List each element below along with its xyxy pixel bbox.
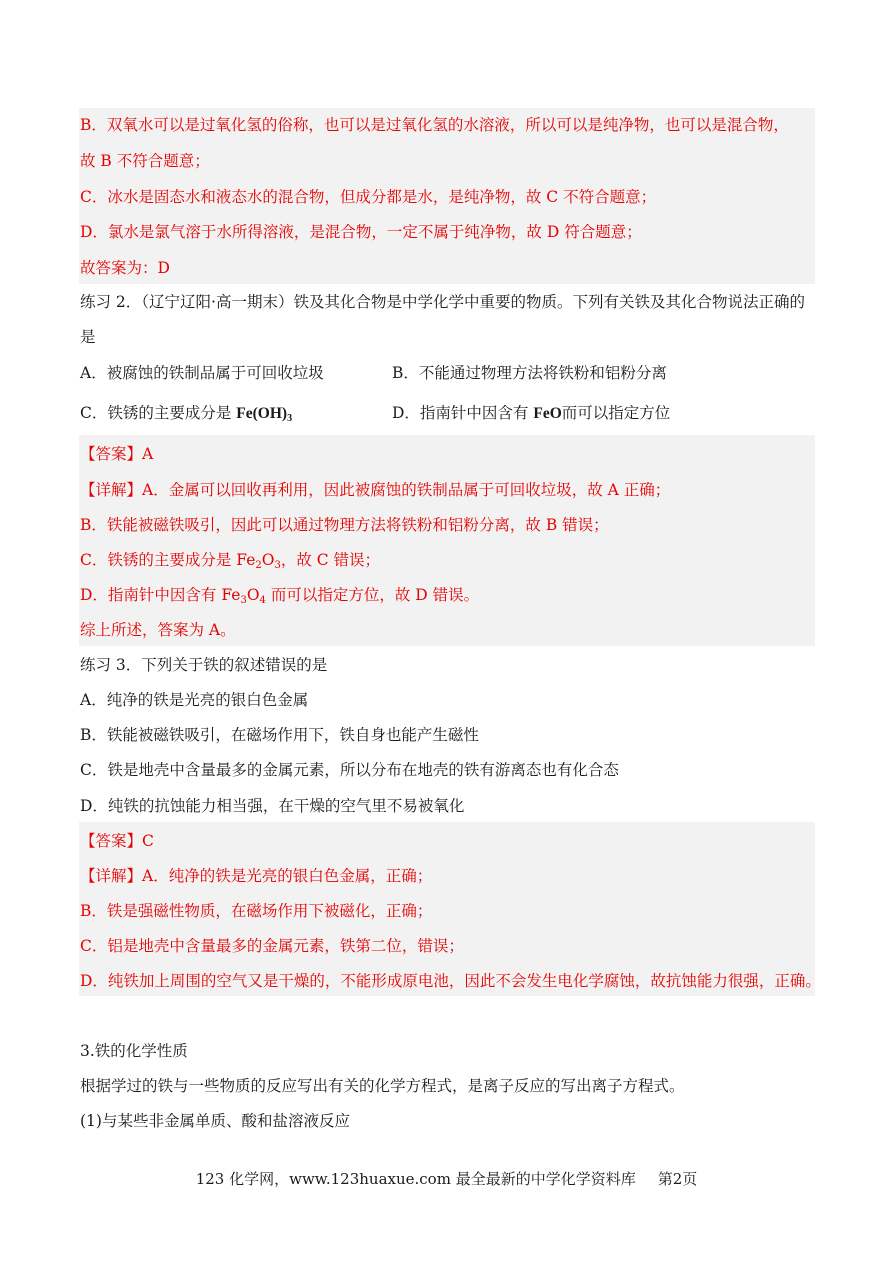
detail-c-mid: O [261, 551, 275, 569]
page-number: 第2页 [657, 1170, 698, 1188]
page-footer [0, 1168, 893, 1189]
exercise-2-option-a: A．被腐蚀的铁制品属于可回收垃圾 [80, 364, 324, 382]
exercise-3-option-b: B．铁能被磁铁吸引，在磁场作用下，铁自身也能产生磁性 [80, 726, 479, 744]
option-c-formula: Fe(OH) [236, 405, 288, 422]
option-c-text: C．铁锈的主要成分是 [80, 404, 237, 422]
exercise-3-option-c: C．铁是地壳中含量最多的金属元素，所以分布在地壳的铁有游离态也有化合态 [80, 761, 619, 779]
exercise-3-detail-d: D．纯铁加上周围的空气又是干燥的，不能形成原电池，因此不会发生电化学腐蚀，故抗蚀能力很强，正确。 [80, 972, 821, 990]
exercise-2-detail-a [80, 480, 670, 500]
exercise-3-detail-b: B．铁是强磁性物质，在磁场作用下被磁化，正确； [80, 902, 433, 920]
detail-d-sub1: 3 [240, 595, 247, 606]
detail-c-post: ，故 C 错误； [280, 551, 381, 569]
detail-a-text: A．纯净的铁是光亮的银白色金属，正确； [142, 867, 433, 885]
detail-c-sub1: 2 [255, 560, 262, 571]
detail-tag: 【详解】 [80, 867, 143, 885]
exercise-3-answer: 【答案】C [80, 832, 154, 850]
exercise-2-stem-line2: 是 [80, 328, 96, 346]
option-d-post: 而可以指定方位 [561, 404, 671, 422]
exercise-3-detail-a [80, 866, 432, 886]
detail-d-pre: D．指南针中因含有 Fe [80, 586, 241, 604]
exercise-2-detail-d [80, 585, 479, 605]
detail-d-post: 而可以指定方位，故 D 错误。 [265, 586, 480, 604]
section-3-intro: 根据学过的铁与一些物质的反应写出有关的化学方程式，是离子反应的写出离子方程式。 [80, 1077, 685, 1095]
exercise-3-option-d: D．纯铁的抗蚀能力相当强，在干燥的空气里不易被氧化 [80, 797, 465, 815]
exercise-2-answer: 【答案】A [80, 445, 154, 463]
explanation-b-line1: B．双氧水可以是过氧化氢的俗称，也可以是过氧化氢的水溶液，所以可以是纯净物，也可以是混合物， [80, 116, 789, 134]
explanation-c: C．冰水是固态水和液态水的混合物，但成分都是水，是纯净物，故 C 不符合题意； [80, 188, 657, 206]
explanation-d: D．氯水是氯气溶于水所得溶液，是混合物，一定不属于纯净物，故 D 符合题意； [80, 223, 642, 241]
exercise-3-detail-c: C．铝是地壳中含量最多的金属元素，铁第二位，错误； [80, 937, 464, 955]
explanation-b-line2: 故 B 不符合题意； [80, 152, 210, 170]
footer-text: 123 化学网，www.123huaxue.com 最全最新的中学化学资料库 [195, 1170, 636, 1188]
exercise-2-detail-c [80, 550, 380, 570]
detail-d-mid: O [246, 586, 260, 604]
exercise-2-option-b: B．不能通过物理方法将铁粉和铝粉分离 [392, 364, 667, 382]
option-d-pre: D．指南针中因含有 [392, 404, 534, 422]
exercise-2-option-d [392, 403, 670, 424]
detail-c-pre: C．铁锈的主要成分是 Fe [80, 551, 256, 569]
detail-a-text: A．金属可以回收再利用，因此被腐蚀的铁制品属于可回收垃圾，故 A 正确； [142, 481, 671, 499]
exercise-2-summary: 综上所述，答案为 A。 [80, 621, 236, 639]
conclusion-1: 故答案为：D [80, 259, 170, 277]
exercise-2-stem-line1: 练习 2．（辽宁辽阳·高一期末）铁及其化合物是中学化学中重要的物质。下列有关铁及其化合物说法正确的 [80, 293, 805, 311]
detail-d-sub2: 4 [259, 595, 266, 606]
exercise-2-detail-b: B．铁能被磁铁吸引，因此可以通过物理方法将铁粉和铝粉分离，故 B 错误； [80, 516, 609, 534]
option-d-formula: FeO [533, 405, 562, 422]
section-3-heading: 3.铁的化学性质 [80, 1042, 188, 1060]
exercise-3-option-a: A．纯净的铁是光亮的银白色金属 [80, 691, 309, 709]
section-3-sub1: (1)与某些非金属单质、酸和盐溶液反应 [80, 1112, 350, 1130]
detail-c-sub2: 3 [274, 560, 281, 571]
answer-block-2-bg [79, 435, 815, 646]
option-c-formula-sub: 3 [287, 413, 293, 424]
exercise-3-stem: 练习 3．下列关于铁的叙述错误的是 [80, 656, 328, 674]
exercise-2-option-c [80, 403, 292, 424]
detail-tag: 【详解】 [80, 481, 143, 499]
